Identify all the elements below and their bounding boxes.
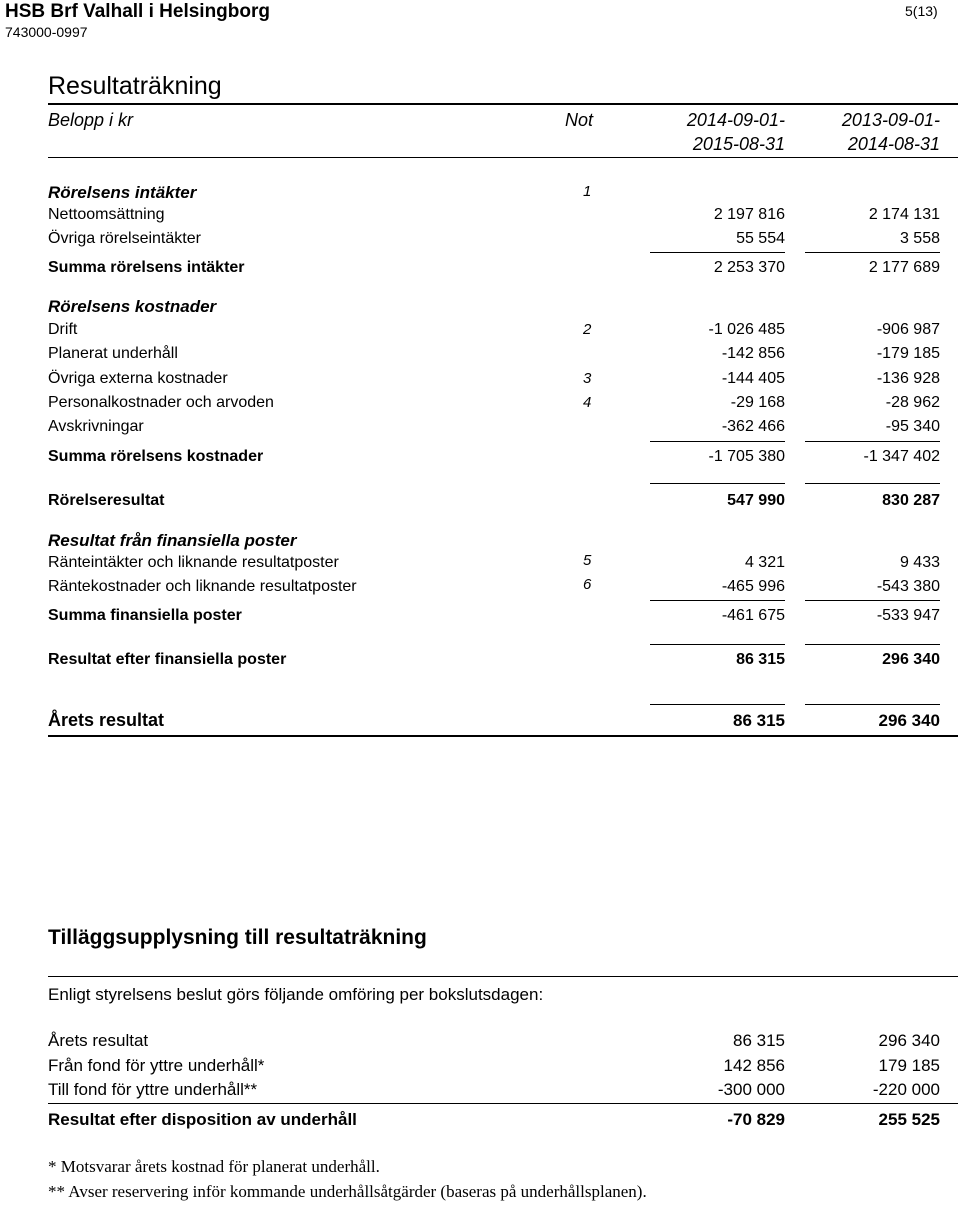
note-ref: 4 <box>583 394 592 411</box>
value-current: 86 315 <box>733 1031 785 1050</box>
row-label: Övriga rörelseintäkter <box>48 230 201 247</box>
value-previous: -533 947 <box>876 607 940 624</box>
subtotal-rule <box>805 600 940 601</box>
value-current: -461 675 <box>721 607 785 624</box>
subtotal-rule <box>650 252 785 253</box>
value-previous: -95 340 <box>885 418 940 435</box>
value-current: -1 026 485 <box>708 321 785 338</box>
note-header: Not <box>565 110 594 130</box>
footnote-1: * Motsvarar årets kostnad för planerat underhåll. <box>48 1157 380 1176</box>
subtotal-rule <box>805 252 940 253</box>
value-current: -142 856 <box>721 345 785 362</box>
value-previous: -1 347 402 <box>863 448 940 465</box>
note-ref: 2 <box>583 321 592 338</box>
value-current: -465 996 <box>721 578 785 595</box>
value-previous: -543 380 <box>876 578 940 595</box>
row-label: Från fond för yttre underhåll* <box>48 1056 265 1075</box>
page-title: Resultaträkning <box>48 72 222 100</box>
title-rule <box>48 103 958 105</box>
total-rule <box>650 644 785 645</box>
disposition-rule <box>48 1103 958 1104</box>
row-label: Till fond för yttre underhåll** <box>48 1080 258 1099</box>
value-previous: 2 177 689 <box>868 259 940 276</box>
value-current: 547 990 <box>727 492 785 509</box>
value-current: 4 321 <box>744 554 785 571</box>
page-number: 5(13) <box>905 3 938 19</box>
supplement-title: Tilläggsupplysning till resultaträkning <box>48 926 427 949</box>
current-period-start: 2014-09-01- <box>686 110 785 130</box>
value-previous: 2 174 131 <box>868 206 940 223</box>
value-previous: 3 558 <box>899 230 940 247</box>
value-current: -144 405 <box>721 370 785 387</box>
value-current: -1 705 380 <box>708 448 785 465</box>
row-label: Avskrivningar <box>48 418 144 435</box>
supplement-intro: Enligt styrelsens beslut görs följande omföring per bokslutsdagen: <box>48 985 544 1004</box>
subtotal-label: Summa finansiella poster <box>48 607 242 624</box>
value-previous: 296 340 <box>882 651 940 668</box>
row-label: Planerat underhåll <box>48 345 178 362</box>
subtotal-rule <box>650 600 785 601</box>
value-previous: 9 433 <box>899 554 940 571</box>
note-ref: 1 <box>583 183 592 200</box>
footnote-2: ** Avser reservering inför kommande underhållsåtgärder (baseras på underhållsplanen). <box>48 1182 647 1201</box>
value-current: -29 168 <box>730 394 785 411</box>
previous-period-start: 2013-09-01- <box>841 110 940 130</box>
value-current: 2 197 816 <box>713 206 785 223</box>
value-previous: 255 525 <box>878 1110 940 1129</box>
value-current: -362 466 <box>721 418 785 435</box>
value-previous: -136 928 <box>876 370 940 387</box>
row-label: Drift <box>48 321 78 338</box>
value-previous: 296 340 <box>878 711 940 730</box>
value-current: 142 856 <box>723 1056 785 1075</box>
value-current: 2 253 370 <box>713 259 785 276</box>
value-previous: 296 340 <box>878 1031 940 1050</box>
note-ref: 3 <box>583 370 592 387</box>
note-ref: 6 <box>583 576 592 593</box>
value-previous: -179 185 <box>876 345 940 362</box>
value-current: -70 829 <box>727 1110 785 1129</box>
total-label: Resultat efter finansiella poster <box>48 651 287 668</box>
row-label: Nettoomsättning <box>48 206 165 223</box>
current-period-end: 2015-08-31 <box>692 134 785 154</box>
disposition-total-label: Resultat efter disposition av underhåll <box>48 1110 357 1129</box>
value-current: 55 554 <box>736 230 785 247</box>
total-rule <box>650 483 785 484</box>
value-current: -300 000 <box>717 1080 785 1099</box>
value-previous: 179 185 <box>878 1056 940 1075</box>
amount-header: Belopp i kr <box>48 110 134 130</box>
value-previous: -906 987 <box>876 321 940 338</box>
note-ref: 5 <box>583 552 592 569</box>
subtotal-rule <box>805 441 940 442</box>
value-current: 86 315 <box>736 651 785 668</box>
row-label: Årets resultat <box>48 1031 149 1050</box>
subtotal-label: Summa rörelsens intäkter <box>48 259 245 276</box>
section-heading: Rörelsens intäkter <box>48 183 197 202</box>
value-previous: -28 962 <box>885 394 940 411</box>
section-heading: Resultat från finansiella poster <box>48 531 297 550</box>
previous-period-end: 2014-08-31 <box>847 134 940 154</box>
subtotal-label: Summa rörelsens kostnader <box>48 448 264 465</box>
row-label: Ränteintäkter och liknande resultatposter <box>48 554 339 571</box>
result-underline <box>48 735 958 737</box>
supplement-rule <box>48 976 958 977</box>
value-current: 86 315 <box>733 711 785 730</box>
row-label: Personalkostnader och arvoden <box>48 394 274 411</box>
result-rule <box>805 704 940 705</box>
total-rule <box>805 644 940 645</box>
header-rule <box>48 157 958 158</box>
subtotal-rule <box>650 441 785 442</box>
value-previous: -220 000 <box>872 1080 940 1099</box>
result-rule <box>650 704 785 705</box>
organization-name: HSB Brf Valhall i Helsingborg <box>5 1 270 22</box>
total-rule <box>805 483 940 484</box>
section-heading: Rörelsens kostnader <box>48 297 217 316</box>
result-label: Årets resultat <box>48 710 165 730</box>
row-label: Övriga externa kostnader <box>48 370 228 387</box>
organization-number: 743000-0997 <box>5 24 88 40</box>
row-label: Räntekostnader och liknande resultatposter <box>48 578 357 595</box>
total-label: Rörelseresultat <box>48 492 165 509</box>
value-previous: 830 287 <box>882 492 940 509</box>
